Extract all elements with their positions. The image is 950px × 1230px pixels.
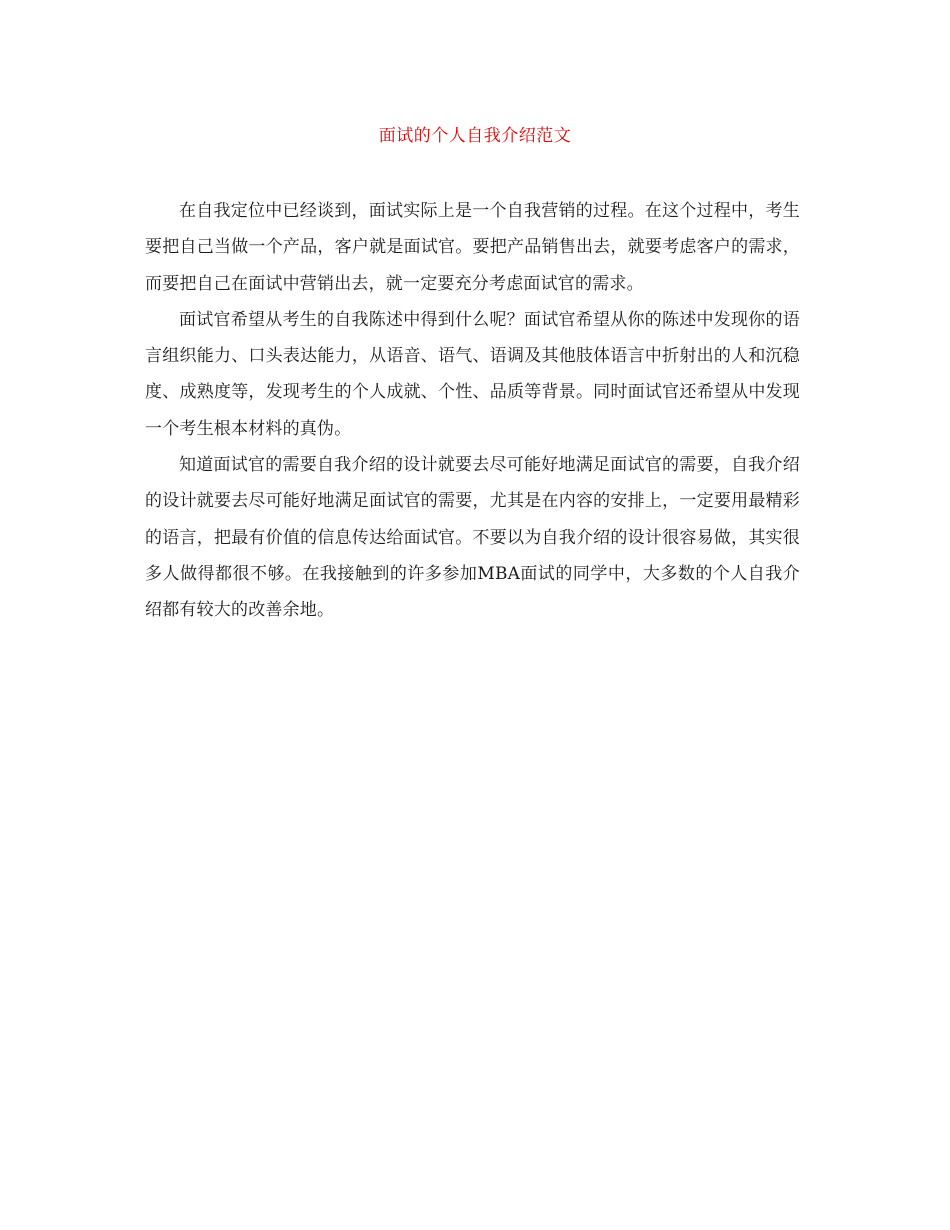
paragraph-3: 知道面试官的需要自我介绍的设计就要去尽可能好地满足面试官的需要，自我介绍的设计就要去尽可能好地满足面试官的需要，尤其是在内容的安排上，一定要用最精彩的语言，把最有价值的信息传达给面试官。不要以为自我介绍的设计很容易做，其实很多人做得都很不够。在我接触到的许多参加MBA面试的同学中，大多数的个人自我介绍都有较大的改善余地。 xyxy=(145,455,800,621)
paragraph-1: 在自我定位中已经谈到，面试实际上是一个自我营销的过程。在这个过程中，考生要把自己当做一个产品，客户就是面试官。要把产品销售出去，就要考虑客户的需求，而要把自己在面试中营销出去，就一定要充分考虑面试官的需求。 xyxy=(145,201,800,294)
document-body xyxy=(145,193,800,629)
paragraph-2: 面试官希望从考生的自我陈述中得到什么呢？面试官希望从你的陈述中发现你的语言组织能力、口头表达能力，从语音、语气、语调及其他肢体语言中折射出的人和沉稳度、成熟度等，发现考生的个人成就、个性、品质等背景。同时面试官还希望从中发现一个考生根本材料的真伪。 xyxy=(145,309,800,439)
document-title: 面试的个人自我介绍范文 xyxy=(378,126,572,146)
